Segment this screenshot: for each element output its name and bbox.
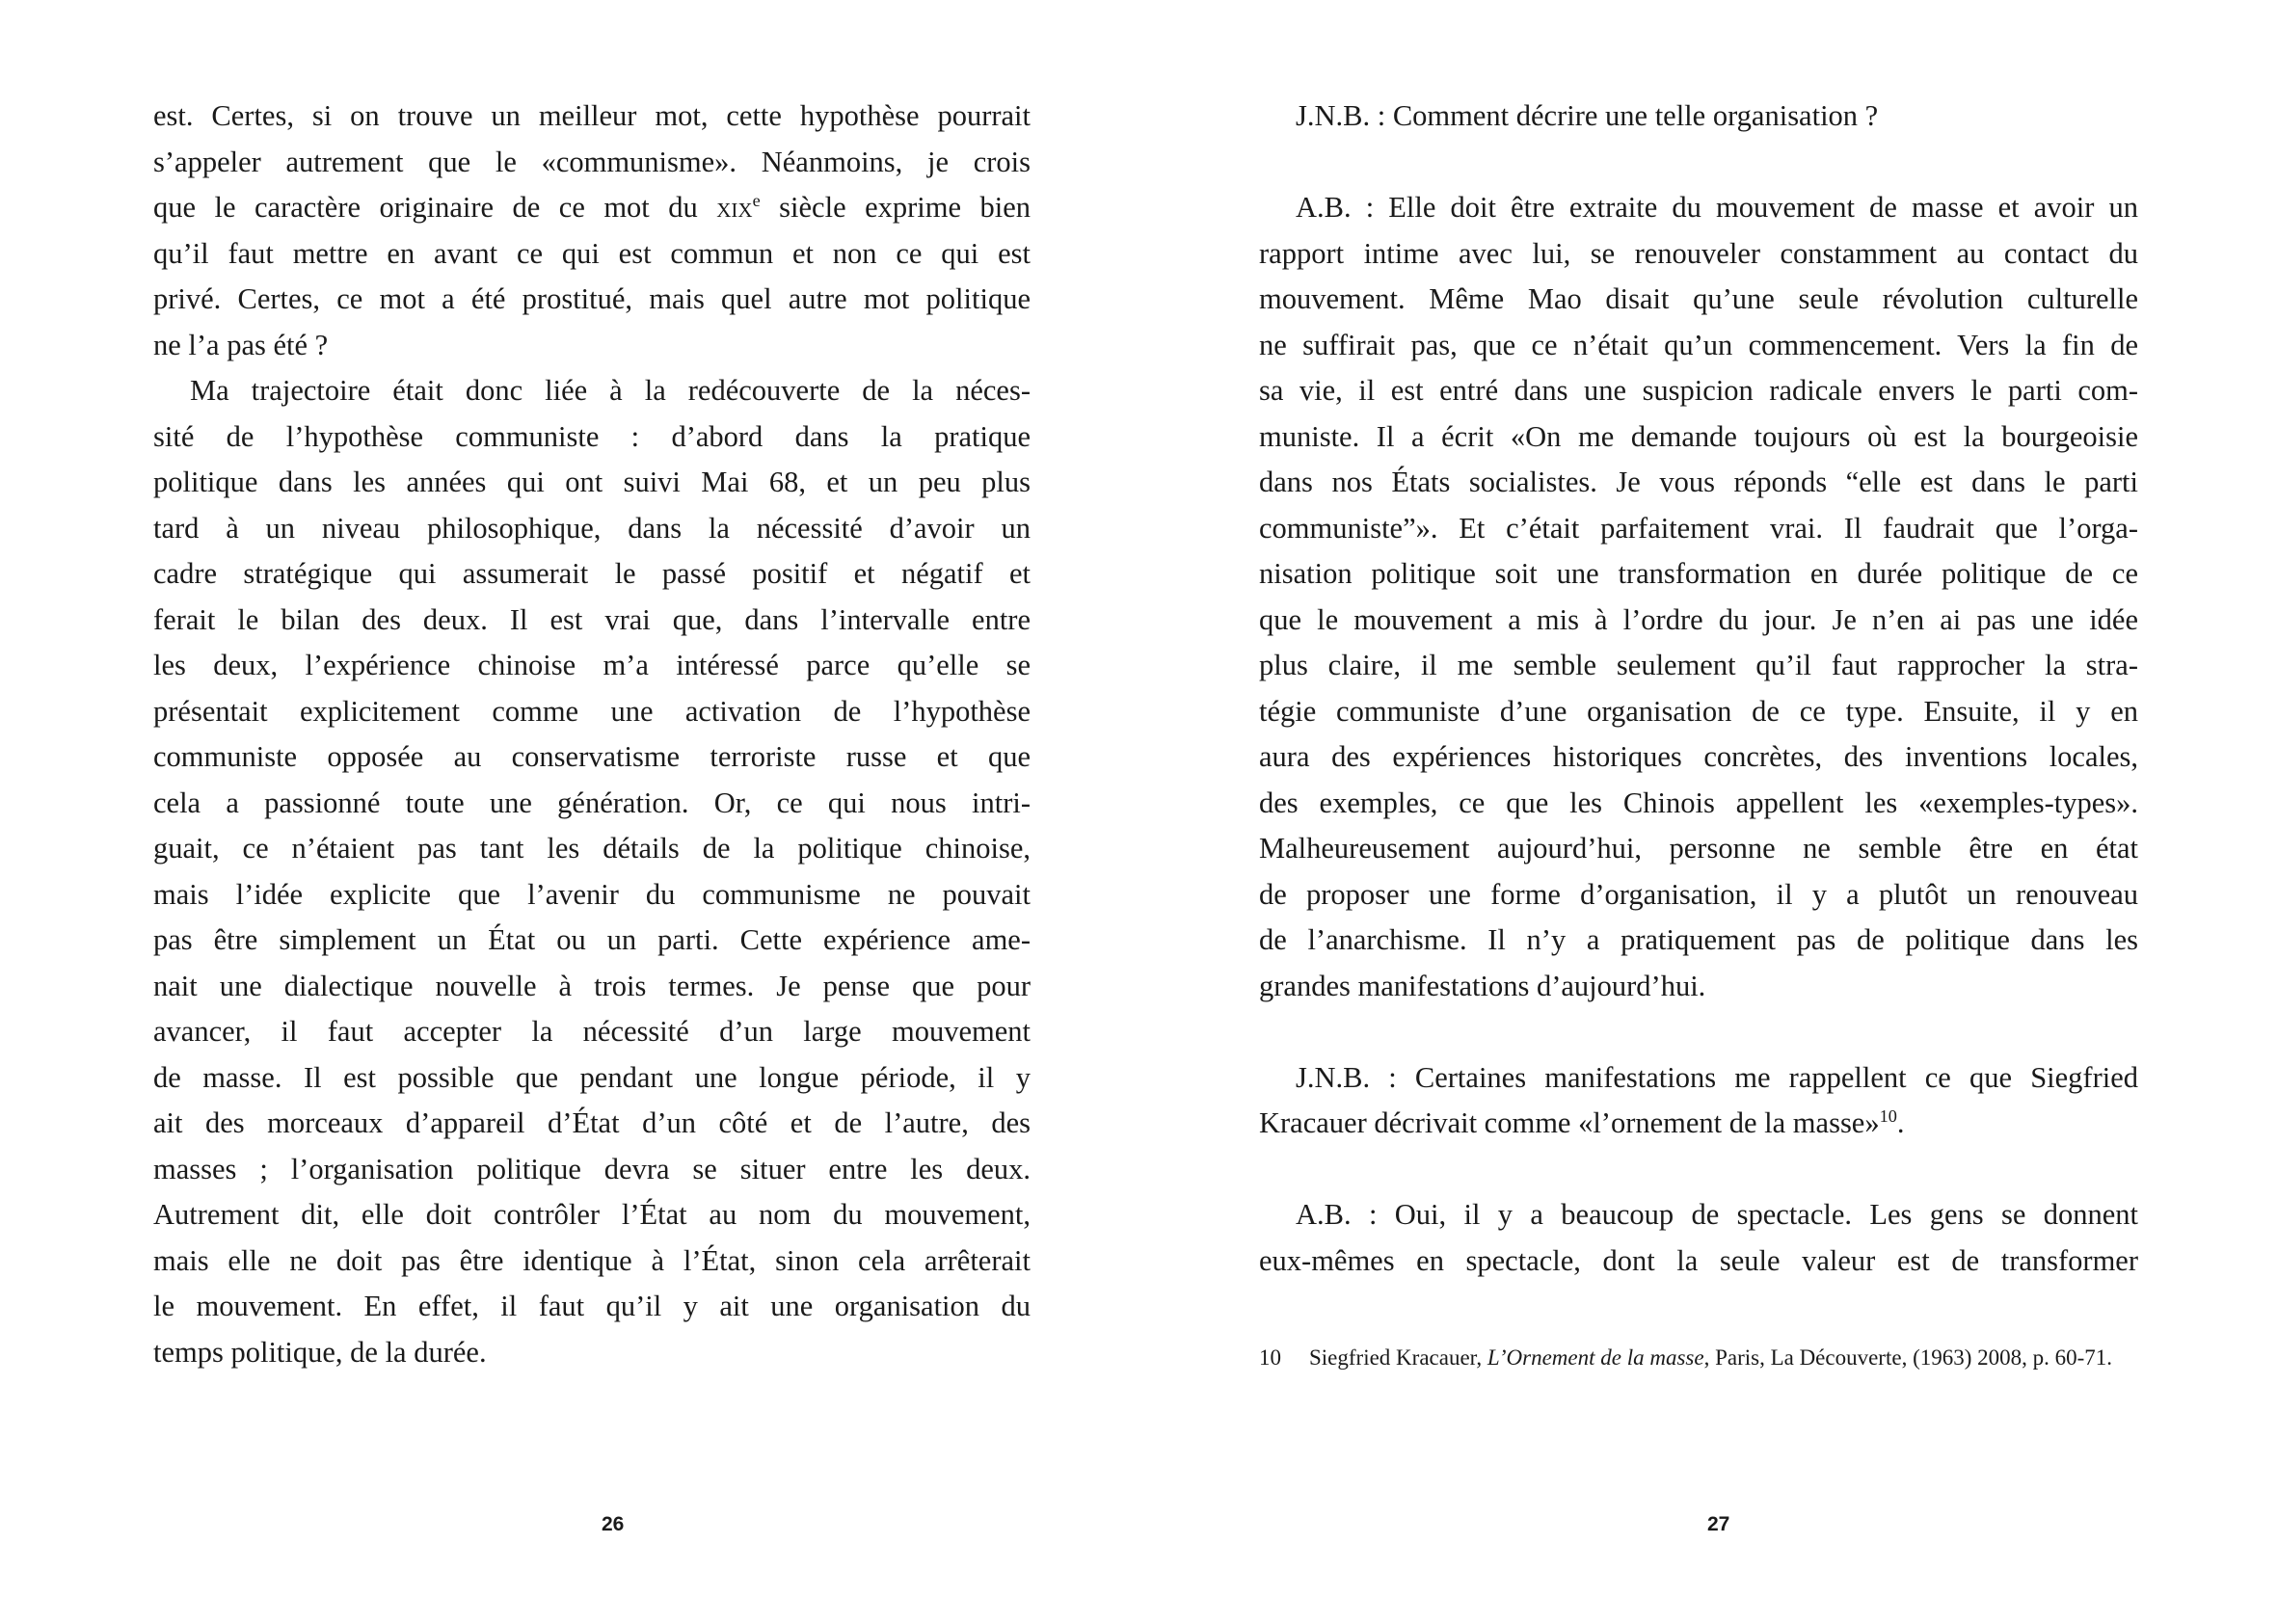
text-line: ne l’a pas été ?: [153, 328, 329, 361]
text-segment: que le caractère originaire de ce mot du: [153, 191, 717, 224]
text-line: les deux, l’expérience chinoise m’a intéressé parce qu’elle se: [153, 649, 1031, 681]
text-line: cela a passionné toute une génération. Or, ce qui nous intri-: [153, 785, 1031, 819]
text-line: présentait explicitement comme une activation de l’hypothèse: [153, 694, 1031, 728]
text-line: temps politique, de la durée.: [153, 1335, 487, 1369]
text-line: tard à un niveau philosophique, dans la nécessité d’avoir un: [153, 511, 1031, 545]
page-number-left: 26: [602, 1513, 625, 1535]
text-line: cadre stratégique qui assumerait le passé positif et négatif et: [153, 557, 1031, 590]
text-line: sa vie, il est entré dans une suspicion radicale envers le parti com-: [1259, 374, 2138, 407]
text-line: dans nos États socialistes. Je vous réponds “elle est dans le parti: [1259, 466, 2138, 498]
text-line: nisation politique soit une transformation en durée politique de ce: [1259, 557, 2138, 590]
text-line: communiste opposée au conservatisme terroriste russe et que: [153, 740, 1031, 773]
text-line: Autrement dit, elle doit contrôler l’État au nom du mouvement,: [153, 1198, 1031, 1231]
page-number-right: 27: [1707, 1513, 1730, 1535]
text-line: tégie communiste d’une organisation de ce type. Ensuite, il y en: [1259, 694, 2138, 728]
text-line: mais elle ne doit pas être identique à l’État, sinon cela arrêterait: [153, 1243, 1031, 1277]
footnote-title: L’Ornement de la masse: [1487, 1345, 1704, 1370]
right-page-text: [1259, 93, 2138, 1284]
text-line: mais l’idée explicite que l’avenir du communisme ne pouvait: [153, 877, 1031, 911]
text-line: rapport intime avec lui, se renouveler constamment au contact du: [1259, 236, 2138, 270]
text-line: mouvement. Même Mao disait qu’une seule révolution culturelle: [1259, 282, 2138, 315]
text-line: A.B. : Elle doit être extraite du mouvement de masse et avoir un: [1296, 191, 2138, 224]
text-line: de l’anarchisme. Il n’y a pratiquement pas de politique dans les: [1259, 923, 2138, 956]
text-line: le mouvement. En effet, il faut qu’il y ait une organisation du: [153, 1290, 1031, 1322]
text-line: plus claire, il me semble seulement qu’il faut rapprocher la stra-: [1259, 649, 2138, 681]
superscript: 10: [1879, 1106, 1897, 1127]
text-line: A.B. : Oui, il y a beaucoup de spectacle. Les gens se donnent: [1296, 1198, 2138, 1231]
text-line: muniste. Il a écrit «On me demande toujours où est la bourgeoisie: [1259, 419, 2138, 453]
footnote: [1259, 1344, 2112, 1372]
text-line: [1259, 1101, 2138, 1147]
text-line: nait une dialectique nouvelle à trois termes. Je pense que pour: [153, 969, 1031, 1002]
text-line: de masse. Il est possible que pendant une longue période, il y: [153, 1060, 1031, 1094]
text-segment: .: [1896, 1106, 1905, 1139]
superscript: e: [752, 191, 761, 211]
text-line: ne suffirait pas, que ce n’était qu’un commencement. Vers la fin de: [1259, 328, 2138, 361]
text-line: s’appeler autrement que le «communisme». Néanmoins, je crois: [153, 145, 1031, 178]
text-line: grandes manifestations d’aujourd’hui.: [1259, 969, 1706, 1002]
text-line: guait, ce n’étaient pas tant les détails de la politique chinoise,: [153, 832, 1031, 865]
text-line: J.N.B. : Comment décrire une telle organisation ?: [1296, 99, 1879, 132]
text-line: communiste”». Et c’était parfaitement vrai. Il faudrait que l’orga-: [1259, 511, 2138, 545]
text-segment: Kracauer décrivait comme «l’ornement de la masse»: [1259, 1106, 1880, 1139]
text-line: [153, 185, 1031, 231]
text-segment: siècle exprime bien: [760, 191, 1031, 224]
text-line: [1259, 140, 2138, 186]
footnote-author: Siegfried Kracauer,: [1309, 1345, 1487, 1370]
text-line: Malheureusement aujourd’hui, personne ne semble être en état: [1259, 832, 2138, 865]
text-line: de proposer une forme d’organisation, il y a plutôt un renouveau: [1259, 877, 2138, 911]
text-line: Ma trajectoire était donc liée à la redécouverte de la néces-: [190, 374, 1031, 407]
text-line: avancer, il faut accepter la nécessité d’un large mouvement: [153, 1015, 1031, 1048]
text-line: J.N.B. : Certaines manifestations me rappellent ce que Siegfried: [1296, 1060, 2138, 1094]
text-line: aura des expériences historiques concrètes, des inventions locales,: [1259, 740, 2138, 773]
footnote-details: , Paris, La Découverte, (1963) 2008, p. 60-71.: [1703, 1345, 2113, 1370]
text-line: privé. Certes, ce mot a été prostitué, mais quel autre mot politique: [153, 282, 1031, 315]
text-line: ait des morceaux d’appareil d’État d’un côté et de l’autre, des: [153, 1106, 1031, 1139]
text-line: eux-mêmes en spectacle, dont la seule valeur est de transformer: [1259, 1243, 2138, 1277]
text-line: des exemples, ce que les Chinois appellent les «exemples-types».: [1259, 785, 2138, 819]
text-line: politique dans les années qui ont suivi Mai 68, et un peu plus: [153, 466, 1031, 498]
text-line: masses ; l’organisation politique devra se situer entre les deux.: [153, 1152, 1031, 1185]
text-line: qu’il faut mettre en avant ce qui est commun et non ce qui est: [153, 236, 1031, 270]
text-line: que le mouvement a mis à l’ordre du jour. Je n’en ai pas une idée: [1259, 602, 2138, 636]
text-line: sité de l’hypothèse communiste : d’abord dans la pratique: [153, 419, 1031, 453]
text-line: [1259, 1009, 2138, 1055]
text-line: ferait le bilan des deux. Il est vrai que, dans l’intervalle entre: [153, 602, 1031, 636]
text-line: pas être simplement un État ou un parti. Cette expérience ame-: [153, 923, 1031, 956]
left-page-text: [153, 93, 1031, 1375]
text-line: [1259, 1147, 2138, 1193]
text-line: est. Certes, si on trouve un meilleur mot, cette hypothèse pourrait: [153, 99, 1031, 132]
footnote-number: 10: [1259, 1345, 1281, 1370]
text-segment: xix: [716, 191, 753, 224]
